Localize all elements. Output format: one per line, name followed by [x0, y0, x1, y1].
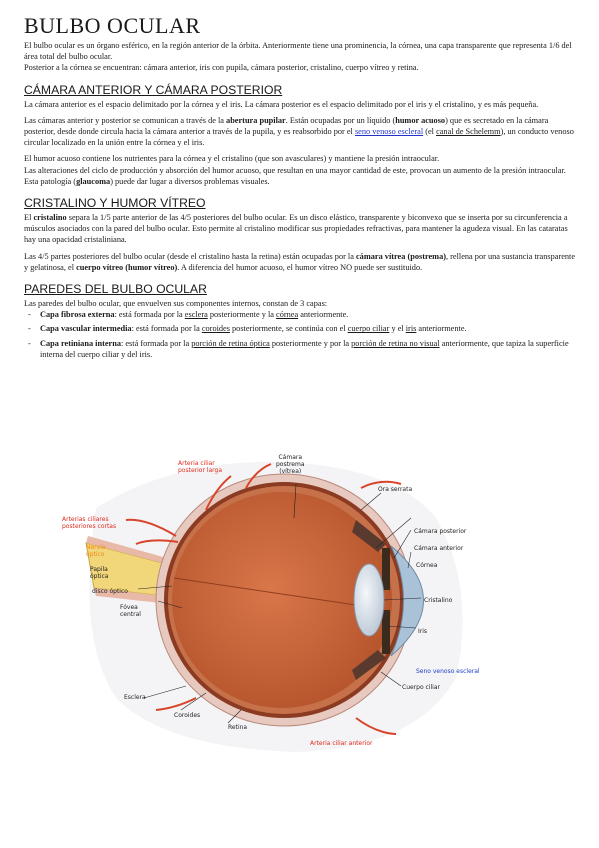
- capas-list: [24, 309, 576, 360]
- intro-paragraph-2: Posterior a la córnea se encuentran: cámara anterior, iris con pupila, cámara posterior, cristalino, cuerpo vítreo y retina.: [24, 63, 419, 73]
- label-nervio-optico: Nervio óptico: [86, 544, 106, 558]
- label-arteria-ciliar-posterior-larga: Arteria ciliar posterior larga: [178, 460, 223, 474]
- paredes-intro: Las paredes del bulbo ocular, que envuelven sus componentes internos, constan de 3 capas:: [24, 299, 328, 309]
- lens-shape: [354, 564, 384, 636]
- label-esclera: Esclera: [124, 694, 146, 701]
- camaras-paragraph-3: El humor acuoso contiene los nutrientes para la córnea y el cristalino (que son avasculares) y mantiene la presión intraocular.: [24, 154, 440, 164]
- label-cornea: Córnea: [416, 562, 438, 569]
- cristalino-paragraph-1: El cristalino separa la 1/5 parte anterior de las 4/5 posteriores del bulbo ocular. Es un disco elástico, transparente y biconvexo que se inserta por su circunferencia a músculos asociados con la pared del bulbo ocular. Esto permite al cristalino modificar sus propiedades refractivas, para mantener la agudeza visual. En las cataratas hay una opacidad cristaliniana.: [24, 213, 568, 245]
- section-heading-cristalino: CRISTALINO Y HUMOR VÍTREO: [24, 196, 206, 211]
- list-item: - Capa vascular intermedia: está formada por la coroides posteriormente, se continúa con el cuerpo ciliar y el iris anteriormente.: [28, 324, 467, 334]
- list-item: - Capa retiniana interna: está formada por la porción de retina óptica posteriormente y por la porción de retina no visual anteriormente, que tapiza la superficie interna del cuerpo ciliar y del iris.: [28, 338, 569, 359]
- section-heading-paredes: PAREDES DEL BULBO OCULAR: [24, 282, 207, 297]
- iris-shape: [382, 548, 390, 590]
- iris-shape-lower: [382, 610, 390, 654]
- label-disco-optico: disco óptico: [92, 588, 128, 595]
- document-page: [24, 14, 576, 363]
- label-seno-venoso-escleral: Seno venoso escleral: [416, 668, 480, 675]
- page-title: BULBO OCULAR: [24, 13, 201, 38]
- label-coroides: Coroides: [174, 712, 201, 719]
- cristalino-paragraph-2: Las 4/5 partes posteriores del bulbo ocular (desde el cristalino hasta la retina) están ocupadas por la cámara vítrea (postrema), rellena por una sustancia transparente y gelatinosa, el cuerpo vítreo (humor vítreo). A diferencia del humor acuoso, el humor vítreo NO puede ser sustituido.: [24, 251, 576, 272]
- label-retina: Retina: [228, 724, 248, 731]
- label-ora-serrata: Ora serrata: [378, 486, 413, 493]
- camaras-paragraph-1: La cámara anterior es el espacio delimitado por la córnea y el iris. La cámara posterior es el espacio delimitado por el iris y el cristalino, y es más pequeña.: [24, 99, 539, 109]
- label-iris: Iris: [418, 628, 428, 635]
- seno-venoso-escleral-term: seno venoso escleral: [354, 127, 424, 137]
- label-camara-postrema: Cámara postrema (vítrea): [276, 454, 305, 475]
- label-papila-optica: Papila óptica: [90, 566, 109, 580]
- camaras-paragraph-4: Las alteraciones del ciclo de producción y absorción del humor acuoso, que resultan en una mayor cantidad de este, provocan un aumento de la presión intraocular. Esta patología (glaucoma) puede dar lugar a diversos problemas visuales.: [24, 165, 566, 186]
- eye-diagram: [56, 448, 506, 760]
- label-camara-anterior: Cámara anterior: [414, 545, 464, 552]
- label-arteria-ciliar-anterior: Arteria ciliar anterior: [310, 740, 373, 747]
- label-cuerpo-ciliar: Cuerpo ciliar: [402, 684, 440, 691]
- intro-paragraph-1: El bulbo ocular es un órgano esférico, en la región anterior de la órbita. Anteriormente tiene una prominencia, la córnea, una capa transparente que representa 1/6 del área total del bulbo ocular.: [24, 41, 572, 62]
- label-camara-posterior: Cámara posterior: [414, 528, 467, 535]
- label-arterias-ciliares-posteriores-cortas: Arterias ciliares posteriores cortas: [62, 516, 117, 530]
- label-cristalino: Cristalino: [424, 597, 453, 604]
- label-fovea-central: Fóvea central: [120, 604, 141, 618]
- camaras-paragraph-2: Las cámaras anterior y posterior se comunican a través de la abertura pupilar. Están ocupadas por un líquido (humor acuoso) que es secretado en la cámara posterior, desde donde circula hacia la cámara anterior a través de la pupila, y es reabsorbido por el seno venoso escleral (el canal de Schelemm), un conducto venoso circular localizado en la unión entre la córnea y el iris.: [24, 115, 574, 148]
- section-heading-camaras: CÁMARA ANTERIOR Y CÁMARA POSTERIOR: [24, 82, 283, 97]
- list-item: - Capa fibrosa externa: está formada por la esclera posteriormente y la córnea anteriormente.: [28, 310, 349, 320]
